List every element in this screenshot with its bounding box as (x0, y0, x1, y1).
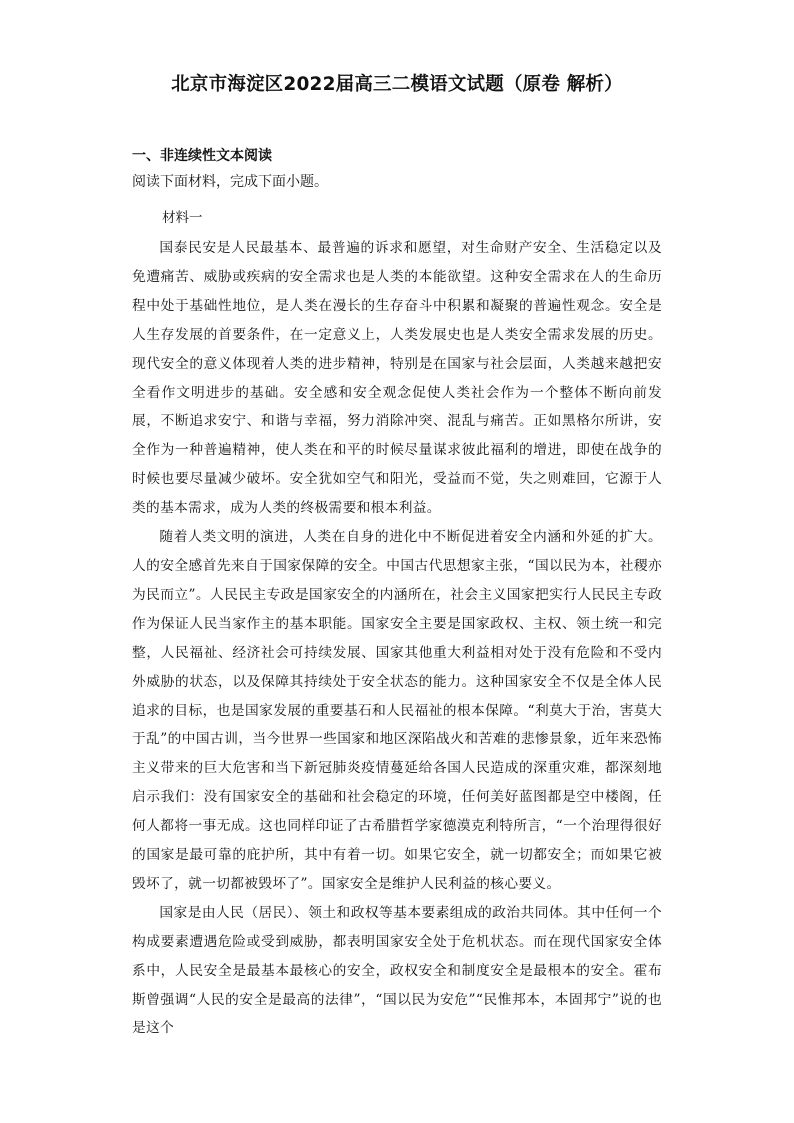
paragraph: 国家是由人民（居民）、领土和政权等基本要素组成的政治共同体。其中任何一个构成要素遭遇危险或受到威胁，都表明国家安全处于危机状态。而在现代国家安全体系中，人民安全是最基本最核心的安全，政权安全和制度安全是最根本的安全。霍布斯曾强调“人民的安全是最高的法律”，“国以民为安危”“民惟邦本，本固邦宁”说的也是这个 (132, 904, 662, 1037)
paragraph: 国泰民安是人民最基本、最普遍的诉求和愿望，对生命财产安全、生活稳定以及免遭痛苦、威胁或疾病的安全需求也是人类的本能欲望。这种安全需求在人的生命历程中处于基础性地位，是人类在漫长的生存奋斗中积累和凝聚的普遍性观念。安全是人生存发展的首要条件，在一定意义上，人类发展史也是人类安全需求发展的历史。现代安全的意义体现着人类的进步精神，特别是在国家与社会层面，人类越来越把安全看作文明进步的基础。安全感和安全观念促使人类社会作为一个整体不断向前发展，不断追求安宁、和谐与幸福，努力消除冲突、混乱与痛苦。正如黑格尔所讲，安全作为一种普遍精神，使人类在和平的时候尽量谋求彼此福利的增进，即使在战争的时候也要尽量减少破坏。安全犹如空气和阳光，受益而不觉，失之则难回，它源于人类的基本需求，成为人类的终极需要和根本利益。 (132, 240, 662, 517)
material-body (132, 234, 662, 1043)
material-label: 材料一 (162, 210, 203, 226)
reading-instruction: 阅读下面材料，完成下面小题。 (132, 174, 328, 190)
section-heading: 一、非连续性文本阅读 (132, 148, 272, 164)
document-title: 北京市海淀区2022届高三二模语文试题（原卷 解析） (171, 74, 623, 95)
paragraph: 随着人类文明的演进，人类在自身的进化中不断促进着安全内涵和外延的扩大。人的安全感首先来自于国家保障的安全。中国古代思想家主张，“国以民为本，社稷亦为民而立”。人民民主专政是国家安全的内涵所在，社会主义国家把实行人民民主专政作为保证人民当家作主的基本职能。国家安全主要是国家政权、主权、领土统一和完整，人民福祉、经济社会可持续发展、国家其他重大利益相对处于没有危险和不受内外威胁的状态，以及保障其持续处于安全状态的能力。这种国家安全不仅是全体人民追求的目标，也是国家发展的重要基石和人民福祉的根本保障。“利莫大于治，害莫大于乱”的中国古训，当今世界一些国家和地区深陷战火和苦难的悲惨景象，近年来恐怖主义带来的巨大危害和当下新冠肺炎疫情蔓延给各国人民造成的深重灾难，都深刻地启示我们：没有国家安全的基础和社会稳定的环境，任何美好蓝图都是空中楼阁，任何人都将一事无成。这也同样印证了古希腊哲学家德漠克利特所言，“一个治理得很好的国家是最可靠的庇护所，其中有着一切。如果它安全，就一切都安全；而如果它被毁坏了，就一切都被毁坏了”。国家安全是维护人民利益的核心要义。 (132, 529, 662, 892)
